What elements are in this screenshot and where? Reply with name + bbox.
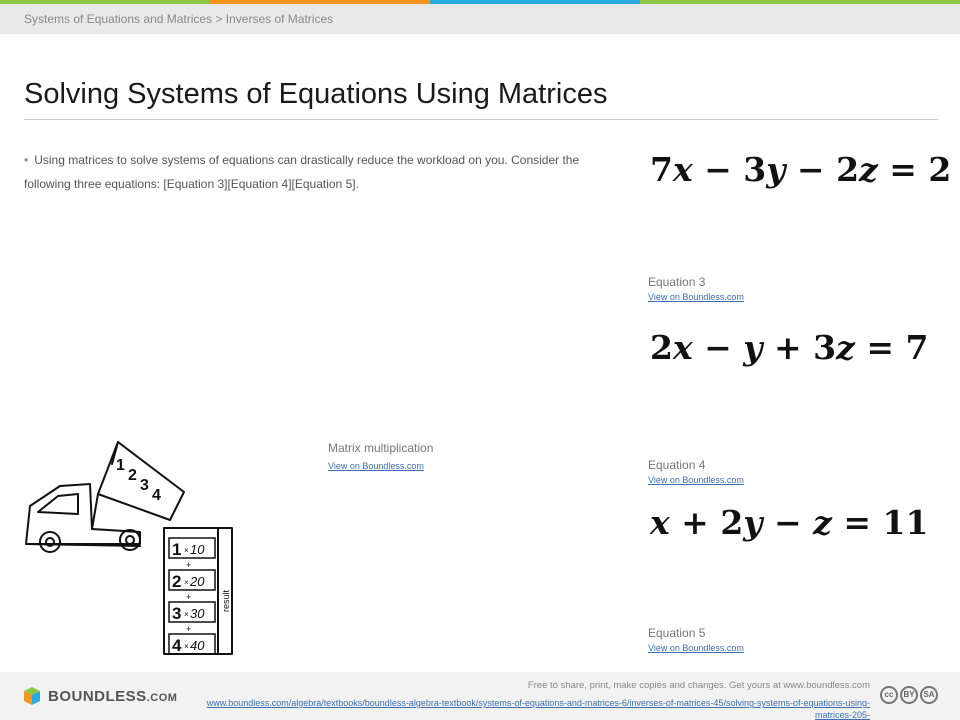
breadcrumb-bar — [0, 4, 960, 34]
matrix-multiplication-figure — [20, 434, 240, 664]
column-row-1 — [169, 538, 215, 559]
svg-text:20: 20 — [190, 574, 205, 589]
equation-4-link[interactable]: View on Boundless.com — [648, 475, 744, 485]
svg-text:30: 30 — [190, 606, 205, 621]
svg-text:3: 3 — [172, 604, 182, 623]
truck-number-1: 1 — [116, 457, 125, 474]
truck-number-2: 2 — [128, 467, 137, 484]
equation-3-image: 7x − 3y − 2z = 2 — [650, 150, 952, 189]
boundless-logo[interactable] — [22, 686, 177, 706]
truck-wheel-rear — [120, 530, 140, 550]
equation-3-link[interactable]: View on Boundless.com — [648, 292, 744, 302]
cc-icon: cc — [880, 686, 898, 704]
truck-number-4: 4 — [152, 487, 161, 504]
svg-text:×: × — [184, 578, 189, 587]
equation-3-caption: Equation 3 — [648, 275, 706, 289]
svg-text:2: 2 — [172, 572, 182, 591]
equation-5-image: x + 2y − z = 11 — [650, 503, 929, 542]
license-notice: Free to share, print, make copies and changes. Get yours at www.boundless.com — [527, 680, 870, 691]
plus-sign: + — [186, 560, 192, 570]
column-row-3 — [169, 602, 215, 623]
body-paragraph — [24, 148, 624, 196]
by-icon: BY — [900, 686, 918, 704]
breadcrumb[interactable]: Systems of Equations and Matrices > Inverses of Matrices — [24, 12, 334, 26]
brand-name: BOUNDLESS.COM — [48, 687, 178, 705]
plus-sign: + — [186, 592, 192, 602]
truck-number-3: 3 — [140, 477, 149, 494]
figure-caption: Matrix multiplication — [328, 441, 434, 455]
figure-link[interactable]: View on Boundless.com — [328, 461, 424, 471]
cc-license-badge[interactable] — [880, 686, 938, 704]
column-row-2 — [169, 570, 215, 591]
truck-wheel-front — [40, 532, 60, 552]
equation-5-link[interactable]: View on Boundless.com — [648, 643, 744, 653]
source-url-link[interactable]: www.boundless.com/algebra/textbooks/boundless-algebra-textbook/systems-of-equations-and-matrices-6/inverses-of-matrices-45/solving-systems-of-equations-using-matrices-205- — [206, 698, 870, 720]
boundless-cube-icon — [22, 686, 42, 706]
equation-5-caption: Equation 5 — [648, 626, 706, 640]
plus-sign: + — [186, 624, 192, 634]
svg-text:40: 40 — [190, 638, 205, 653]
svg-text:×: × — [184, 610, 189, 619]
column-row-4 — [169, 634, 215, 655]
page-title: Solving Systems of Equations Using Matrices — [24, 78, 608, 110]
body-text: Using matrices to solve systems of equations can drastically reduce the workload on you. Consider the following three equations: [Equation 3][Equation 4][Equation 5]. — [24, 153, 580, 191]
equation-4-caption: Equation 4 — [648, 458, 706, 472]
svg-text:×: × — [184, 546, 189, 555]
equation-4-image: 2x − y + 3z = 7 — [650, 328, 929, 367]
svg-text:1: 1 — [172, 540, 182, 559]
title-divider — [24, 119, 938, 120]
result-label: result — [221, 589, 231, 612]
sa-icon: SA — [920, 686, 938, 704]
svg-text:×: × — [184, 642, 189, 651]
svg-text:4: 4 — [172, 636, 182, 655]
bullet-glyph: • — [24, 153, 29, 167]
svg-text:10: 10 — [190, 542, 205, 557]
